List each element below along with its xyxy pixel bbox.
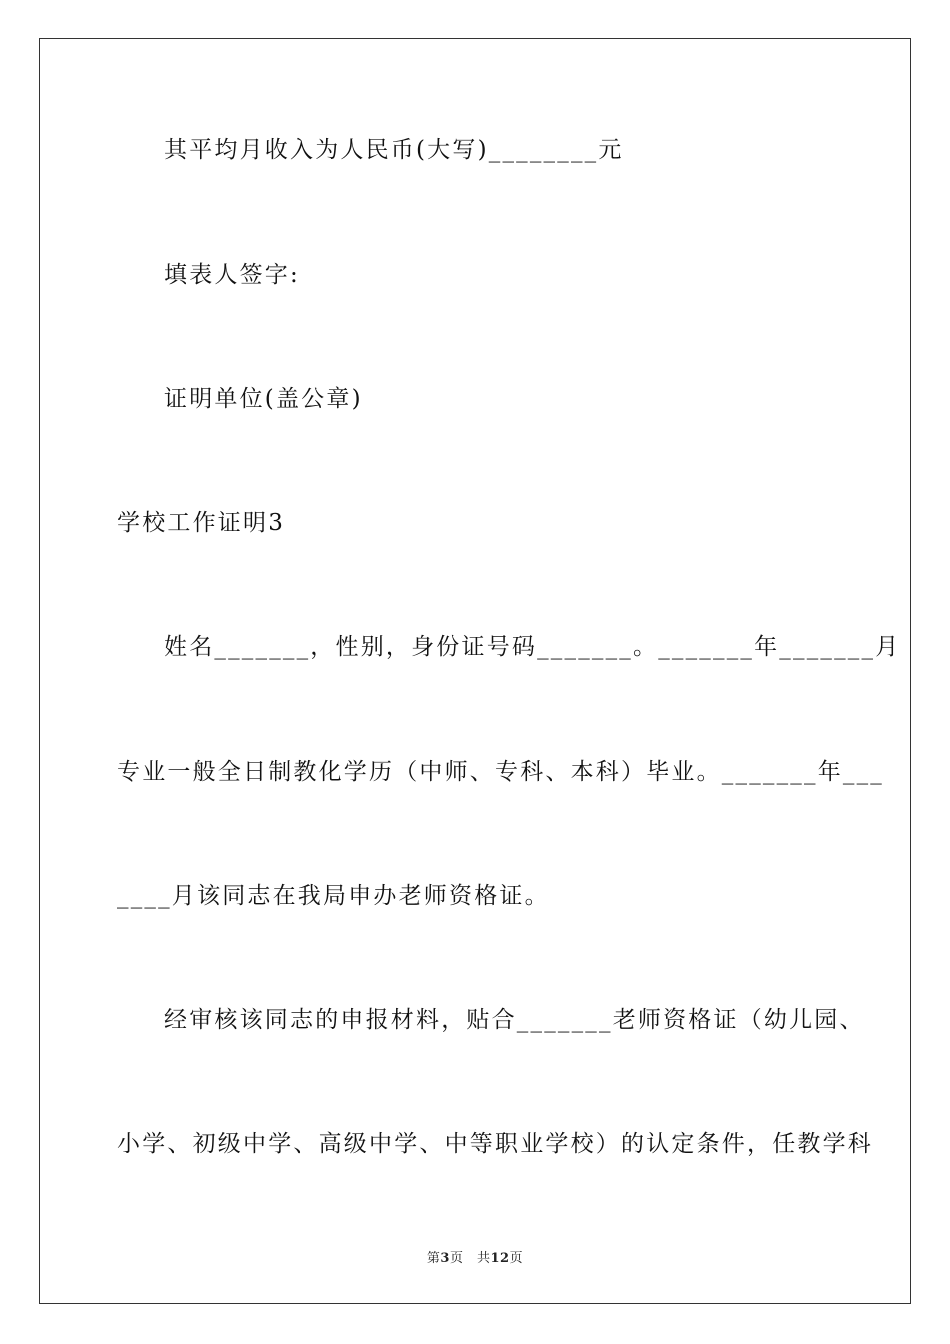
- footer-page-number: 3: [440, 1251, 450, 1266]
- paragraph-line-2: 专业一般全日制教化学历（中师、专科、本科）毕业。_______年___: [117, 759, 884, 785]
- page-footer: [0, 1247, 950, 1266]
- paragraph-line-1: 姓名_______，性别，身份证号码_______。_______年_______月: [164, 634, 901, 660]
- footer-mid: 页 共: [449, 1251, 491, 1266]
- footer-total-pages: 12: [490, 1251, 510, 1266]
- footer-suffix: 页: [509, 1251, 524, 1266]
- footer-prefix: 第: [426, 1251, 441, 1266]
- section-heading: 学校工作证明3: [117, 510, 286, 536]
- certifier-line: 证明单位(盖公章): [164, 386, 363, 412]
- page-border: [39, 38, 911, 1304]
- paragraph-line-5: 小学、初级中学、高级中学、中等职业学校）的认定条件，任教学科: [117, 1131, 873, 1157]
- signer-line: 填表人签字:: [164, 262, 300, 288]
- paragraph-line-3: ____月该同志在我局申办老师资格证。: [117, 883, 550, 909]
- paragraph-line-4: 经审核该同志的申报材料，贴合_______老师资格证（幼儿园、: [164, 1007, 865, 1033]
- income-line: 其平均月收入为人民币(大写)________元: [164, 137, 624, 163]
